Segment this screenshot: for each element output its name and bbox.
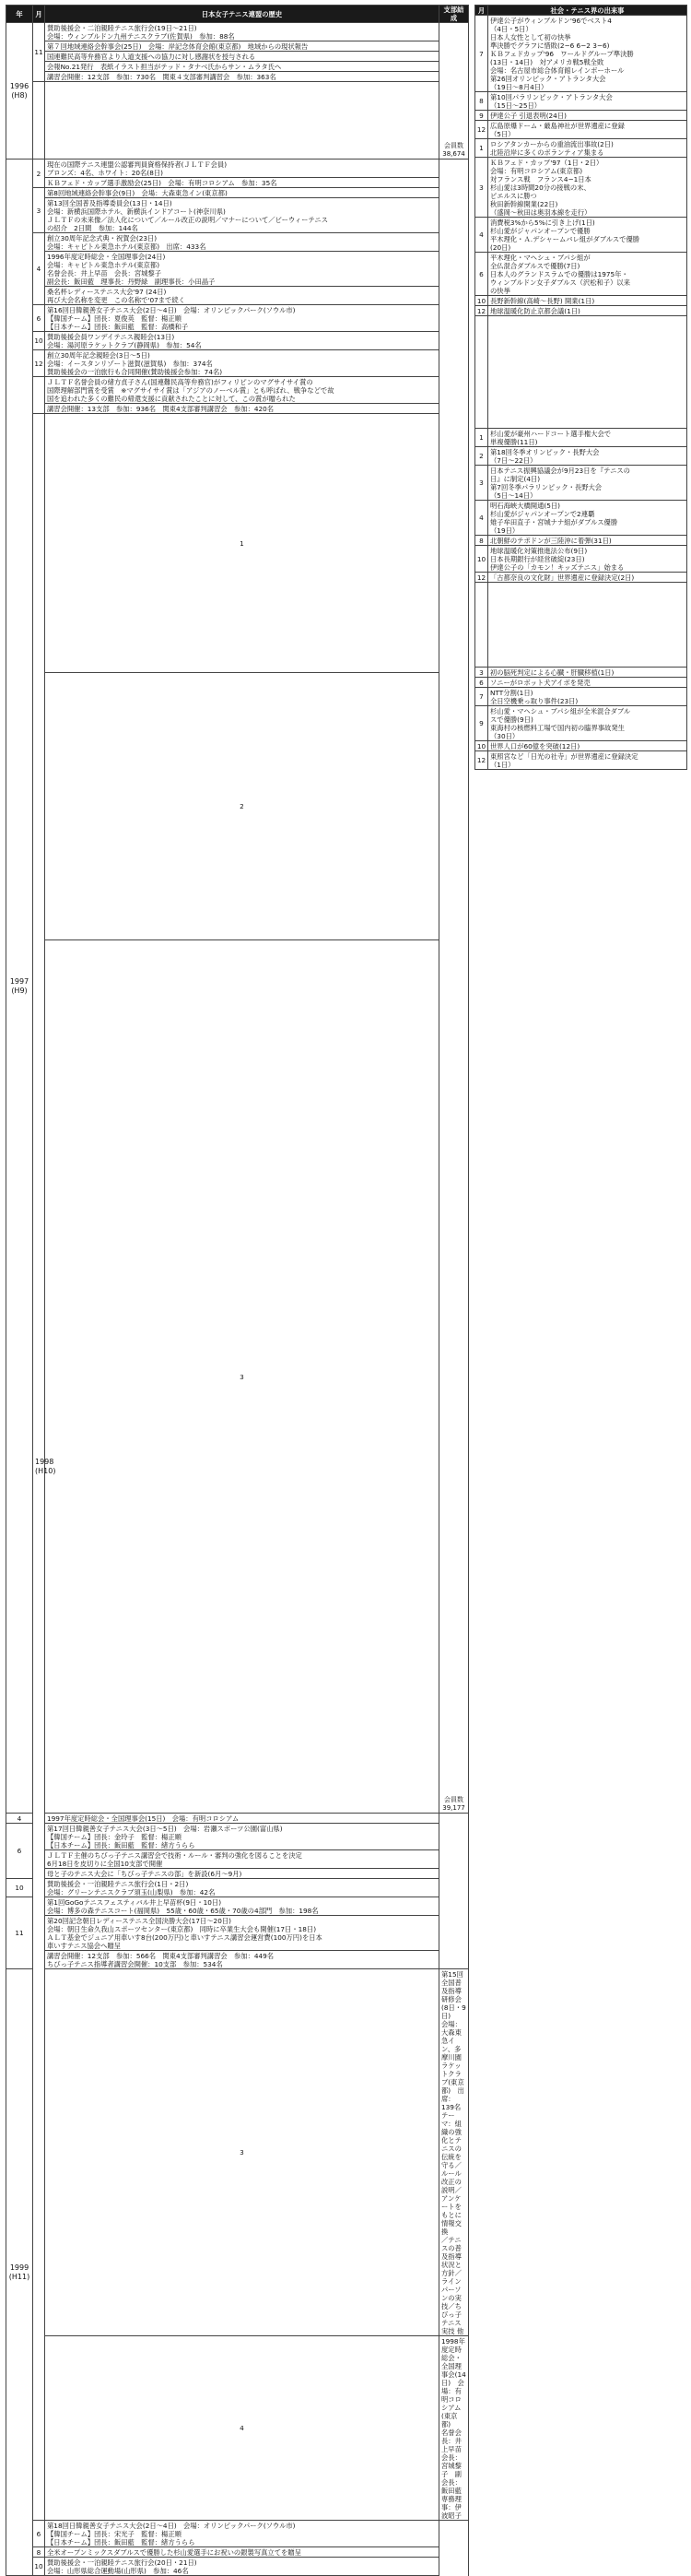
table-row: [6, 1850, 469, 1869]
side-header-row: [475, 6, 687, 16]
month-cell: 1: [45, 414, 439, 673]
side-month-cell: 6: [475, 253, 488, 296]
event-cell: ＫＢフェド・カップ選手激励会(25日) 会場：有明コロシアム 参加：35名: [45, 178, 439, 188]
society-text-cell: 第18回冬季オリンピック・長野大会 （7日～22日）: [488, 447, 687, 466]
month-cell: 6: [6, 1824, 33, 1879]
side-month-cell: 4: [475, 501, 488, 536]
table-row: [6, 233, 469, 252]
society-row: [475, 536, 687, 546]
side-month-cell: 7: [475, 688, 488, 706]
society-row: [475, 218, 687, 253]
table-row: [6, 377, 469, 404]
society-text-cell: ソニーがロボット犬アイボを発売: [488, 678, 687, 688]
month-cell: 4: [45, 2336, 439, 2521]
main-header-row: [6, 6, 469, 23]
society-row: [475, 92, 687, 111]
society-row: [475, 296, 687, 306]
side-month-cell: 10: [475, 741, 488, 751]
event-cell: 賛助後援会・一泊親睦テニス旅行会(20日・21日) 会場：山形県総合運動場(山形県) 参加：46名: [45, 2558, 439, 2576]
year-cell: 1999 (H11): [6, 1969, 33, 2576]
event-cell: ＪＬＴＦ名誉会員の緒方貞子さん(国連難民高等弁務官)がフィリピンのマグサイサイ賞の 国際理解部門賞を受賞 ※マグサイサイ賞は「アジアのノーベル賞」とも呼ばれ、戦争などで故 国を追われた多くの難民の帰還支援に貢献されたことに対して、この賞が贈られた: [45, 377, 439, 404]
table-row: [6, 82, 469, 160]
event-cell: 1997年度定時総会・全国理事会(15日) 会場：有明コロシアム: [45, 1814, 439, 1824]
society-row: [475, 158, 687, 218]
society-row: [475, 688, 687, 706]
table-row: [6, 1897, 469, 1916]
society-text-cell: 初の脳死判定による心臓・肝臓移植(1日): [488, 668, 687, 678]
event-cell: 第16回日韓親善女子テニス大会(2日～4日) 会場：オリンピックパーク(ソウル市) 【韓国チーム】団長：夏俊英 監督：楊正順 【日本チーム】団長：飯田藍 監督：高橋和子: [45, 305, 439, 332]
table-row: [6, 188, 469, 198]
side-month-cell: 6: [475, 678, 488, 688]
event-cell: 現在の国際テニス連盟公認審判員資格保持者(ＪＬＴＦ会員) ブロンズ：4名、ホワイト：20名(8日): [45, 160, 439, 178]
table-row: [6, 305, 469, 332]
table-row: [6, 940, 469, 1814]
society-text-cell: 杉山愛が豪州ハードコート選手権大会で 単複優勝(11日): [488, 429, 687, 447]
month-cell: 11: [33, 23, 45, 82]
table-row: [6, 23, 469, 41]
society-row: [475, 668, 687, 678]
event-cell: 第17回日韓親善女子テニス大会(3日～5日) 会場：岩瀬スポーツ公園(富山県) 【韓国チーム】団長：金玲子 監督：楊正順 【日本チーム】団長：飯田藍 監督：緒方うらら: [45, 1824, 439, 1850]
chronology-sheet: [6, 5, 685, 2575]
event-cell: 講習会開催：12支部 参加：566名 関東4支部審判講習会 参加：449名 ちびっ子テニス指導者講習会開催：10支部 参加：534名: [45, 1951, 439, 1969]
month-cell: 3: [33, 188, 45, 233]
society-text-cell: 第10回パラリンピック・アトランタ大会 （15日～25日）: [488, 92, 687, 111]
table-row: [6, 160, 469, 178]
table-row: [6, 2558, 469, 2576]
society-text-cell: [488, 316, 687, 429]
society-text-cell: 地球温暖化防止京都会議(1日): [488, 306, 687, 316]
event-cell: 第13回全国普及指導委員会(13日・14日) 会場：新横浜国際ホテル、新横浜インドアコート(神奈川県) ＪＬＴＦの未来像／法人化について／ルール改正の説明／マナーについて／ビーウィーテニス の紹介 2日間 参加：144名: [45, 198, 439, 233]
table-row: [6, 673, 469, 940]
society-text-cell: 明石海峡大橋開通(5日) 杉山愛がジャパンオープンで2連覇 雉子牟田直子・宮城ナナ組がダブルス優勝 （19日）: [488, 501, 687, 536]
event-cell: 1998年度定時総会・全国理事会(14日) 会場：有明コロシアム(東京都) 名誉会長：井上早苗 会長：宮城黎子 副会長：飯田藍 専務理事：伊波昭子: [439, 2336, 469, 2521]
table-row: [6, 332, 469, 350]
table-row: [6, 1916, 469, 1951]
society-row: [475, 111, 687, 121]
society-row: [475, 741, 687, 751]
month-cell: [33, 82, 45, 160]
event-cell: 創立30周年記念親睦会(3日～5日) 会場：イースタンリゾート滋賀(滋賀県) 参加：374名 賛助後援会の一泊旅行も合同開催(賛助後援会参加：74名): [45, 350, 439, 377]
month-cell: 2: [45, 673, 439, 940]
side-month-cell: 9: [475, 111, 488, 121]
table-row: [6, 62, 469, 72]
society-text-cell: 東照宮など「日光の社寺」が世界遺産に登録決定 （1日）: [488, 751, 687, 770]
society-text-cell: 伊達公子がウィンブルドン'96でベスト4 （4日・5日） 日本人女性として初の快挙 準決勝でグラフに惜敗(2−6 6−2 3−6) ＫＢフェドカップ'96 ワールドグループ準決勝 (13日・14日) 対アメリカ戦5戦全敗 会場：名古屋市総合体育館レインボーホール 第26回オリンピック・アトランタ大会 （19日～8月4日）: [488, 16, 687, 92]
side-month-cell: 2: [475, 447, 488, 466]
society-text-cell: 日本テニス振興協議会が9月23日を『テニスの 日』に制定(4日) 第7回冬季パラリンピック・長野大会 （5日～14日）: [488, 466, 687, 501]
month-cell: 4: [33, 233, 45, 305]
event-cell: 桑名杯レディーステニス大会'97 (24日) 再び大会名称を変更 この名称で'07まで続く: [45, 287, 439, 305]
society-row: [475, 121, 687, 139]
event-cell: 第20回記念朝日レディーステニス全国決勝大会(17日～20日) 会場：朝日生命久我山スポーツセンター(東京都) 同時に卒業生大会も開催(17日・18日) ＡＬＴ基金でジュニア用車いす8台(200万円)と車いすテニス講習会運営費(100万円)を日本 車いすテニス協会へ贈呈: [45, 1916, 439, 1951]
side-month-cell: 12: [475, 121, 488, 139]
table-row: [6, 350, 469, 377]
society-text-cell: 長野新幹線(高崎～長野) 開業(1日): [488, 296, 687, 306]
society-row: [475, 546, 687, 573]
event-cell: 第8回地域連絡会幹事会(9日) 会場：大森東急イン(東京都): [45, 188, 439, 198]
society-row: [475, 706, 687, 741]
event-cell: 会報No.21発行 表紙イラスト担当がテッド・タナベ氏からサン・ムラタ氏へ: [45, 62, 439, 72]
side-month-cell: 3: [475, 158, 488, 218]
event-cell: 第15回全国普及指導研修会(8日・9日) 会場：大森東急イン、多摩川園ラケットクラブ(東京都) 出席：139名 テーマ：組織の強化とテニスの伝統を守る／ルール改正の説明／アンケートをもとに情報交換 ／テニスの普及指導状況と方針／ラインパーソンの実技／ちびっ子テニス実技 他: [439, 1969, 469, 2336]
side-month-cell: 8: [475, 536, 488, 546]
society-row: [475, 429, 687, 447]
table-row: [6, 287, 469, 305]
month-cell: 10: [33, 332, 45, 350]
society-header: 社会・テニス界の出来事: [488, 6, 687, 16]
society-text-cell: 伊達公子 引退表明(24日): [488, 111, 687, 121]
society-row: [475, 751, 687, 770]
society-row: [475, 306, 687, 316]
table-row: [6, 404, 469, 414]
year-cell: 1998 (H10): [33, 414, 45, 2521]
side-month-cell: 1: [475, 429, 488, 447]
month-cell: 8: [33, 2547, 45, 2558]
side-month-cell: 7: [475, 16, 488, 92]
table-row: [6, 1951, 469, 1969]
event-cell: ＪＬＴＦ主催のちびっ子テニス講習会で技術・ルール・審判の強化を図ることを決定 6月18日を皮切りに全国10支部で開催: [45, 1850, 439, 1869]
society-text-cell: 杉山愛・マヘシュ・ブパシ組が全米混合ダブル スで優勝(9日) 東海村の核燃料工場で国内初の臨界事故発生 （30日）: [488, 706, 687, 741]
society-text-cell: 「古都奈良の文化財」世界遺産に登録決定(2日): [488, 573, 687, 583]
month-cell: 2: [33, 160, 45, 188]
event-cell: 講習会開催：12支部 参加：730名 関東４支部審判講習会 参加：363名: [45, 72, 439, 82]
month-cell: 4: [6, 1814, 33, 1824]
year-cell: 1997 (H9): [6, 160, 33, 1814]
table-row: [6, 1869, 469, 1879]
event-cell: 第18回日韓親善女子テニス大会(2日～4日) 会場：オリンピックパーク(ソウル市) 【韓国チーム】団長：宋光子 監督：楊正順 【日本チーム】団長：飯田藍 監督：緒方うらら: [45, 2521, 439, 2547]
society-text-cell: ＫＢフェド・カップ'97（1日・2日） 会場：有明コロシアム(東京都) 対フランス戦 フランス4−1日本 杉山愛は3時間20分の接戦の末、 ピエルスに勝つ 秋田新幹線開業(22日) （盛岡～秋田は奥羽本線を走行）: [488, 158, 687, 218]
society-row: [475, 501, 687, 536]
side-month-cell: 10: [475, 546, 488, 573]
members-cell: 会員数 39,177: [439, 160, 469, 1814]
side-month-cell: [475, 583, 488, 668]
side-month-cell: 3: [475, 466, 488, 501]
society-row: [475, 573, 687, 583]
society-spacer: [475, 316, 687, 429]
event-cell: 講習会開催：13支部 参加：936名 関東4支部審判講習会 参加：420名: [45, 404, 439, 414]
society-text-cell: 北朝鮮のテポドンが三陸沖に着弾(31日): [488, 536, 687, 546]
table-row: [6, 414, 469, 673]
month-cell: 10: [6, 1879, 33, 1897]
table-row: [6, 72, 469, 82]
month-cell: 6: [33, 305, 45, 332]
society-text-cell: ロシアタンカーからの重油流出事故(2日) 北陸沿岸に多くのボランティア集まる: [488, 139, 687, 158]
table-row: [6, 252, 469, 287]
society-row: [475, 253, 687, 296]
side-month-cell: 12: [475, 573, 488, 583]
table-row: [6, 2547, 469, 2558]
month-cell: [33, 377, 45, 414]
society-events-table: [474, 5, 687, 770]
event-cell: 賛助後援会員ワンデイテニス親睦会(13日) 会場：湯河原ラケットクラブ(静岡県) 参加：54名: [45, 332, 439, 350]
event-cell: 創立30周年記念式典・祝賀会(23日) 会場：キャピトル東急ホテル(東京都) 出席：433名: [45, 233, 439, 252]
year-cell: 1996 (H8): [6, 23, 33, 160]
society-text-cell: 平木理化・マヘシュ・ブパシ組が 全仏混合ダブルスで優勝(7日) 日本人のグランドスラムでの優勝は1975年・ ウィンブルドン女子ダブルス（沢松和子）以来 の快挙: [488, 253, 687, 296]
month-cell: 10: [33, 2558, 45, 2576]
year-header: 年: [6, 6, 33, 23]
society-text-cell: 地球温暖化対策推進法公布(9日) 日本長期銀行が経営破綻(23日) 伊達公子の「カモン！キッズテニス」始まる: [488, 546, 687, 573]
society-text-cell: 消費税3%から5%に引き上げ(1日) 杉山愛がジャパンオープンで優勝 平木理化・Ａ.デシャームバレ組がダブルスで優勝 (20日): [488, 218, 687, 253]
table-row: [6, 1879, 469, 1897]
table-row: [6, 178, 469, 188]
society-row: [475, 139, 687, 158]
jltf-history-table: [6, 5, 469, 2576]
history-header: 日本女子テニス連盟の歴史: [45, 6, 439, 23]
table-row: [6, 1824, 469, 1850]
side-month-cell: 10: [475, 296, 488, 306]
month-cell: 12: [33, 350, 45, 377]
society-row: [475, 16, 687, 92]
event-cell: 母と子のテニス大会に「ちびっ子テニスの部」を新設(6月～9月): [45, 1869, 439, 1879]
society-text-cell: NTT分割(1日) 全日空機乗っ取り事件(23日): [488, 688, 687, 706]
month-cell: 3: [45, 940, 439, 1814]
event-cell: 第７回地域連絡会幹事会(25日) 会場：岸記念体育会館(東京都) 地域からの現状報告: [45, 41, 439, 52]
side-month-cell: 9: [475, 706, 488, 741]
side-month-header: 月: [475, 6, 488, 16]
table-row: [6, 198, 469, 233]
month-cell: 3: [45, 1969, 439, 2336]
table-row: [6, 41, 469, 52]
event-cell: 1996年度定時総会・全国理事会(24日) 会場：キャピトル東急ホテル(東京都) 名誉会長：井上早苗 会長：宮城黎子 副会長：飯田藍 理事長：丹野緑 副理事長：小田晶子: [45, 252, 439, 287]
table-row: [6, 1814, 469, 1824]
side-month-cell: 12: [475, 751, 488, 770]
side-month-cell: [475, 316, 488, 429]
society-row: [475, 678, 687, 688]
event-cell: 賛助後援会・一泊親睦テニス旅行会(1日・2日) 会場：グリーンテニスクラブ須玉(山梨県) 参加：42名: [45, 1879, 439, 1897]
event-cell: 賛助後援会・二泊親睦テニス旅行会(19日～21日) 会場：ウィンブルドン九州テニスクラブ(佐賀県) 参加：88名: [45, 23, 439, 41]
table-row: [6, 52, 469, 62]
society-text-cell: 世界人口が60億を突破(12日): [488, 741, 687, 751]
side-month-cell: 1: [475, 139, 488, 158]
side-month-cell: 4: [475, 218, 488, 253]
side-month-cell: 3: [475, 668, 488, 678]
event-cell: 国連難民高等弁務官より人道支援への協力に対し感謝状を授与される: [45, 52, 439, 62]
month-cell: 6: [33, 2521, 45, 2547]
society-text-cell: [488, 583, 687, 668]
society-row: [475, 466, 687, 501]
event-cell: 全米オープンミックスダブルスで優勝した杉山愛選手にお祝いの銀製写真立てを贈呈: [45, 2547, 439, 2558]
society-text-cell: 広島原爆ドーム・厳島神社が世界遺産に登録 （5日）: [488, 121, 687, 139]
members-cell: 会員数 38,674: [439, 23, 469, 160]
month-header: 月: [33, 6, 45, 23]
branches-header: 支部結成: [439, 6, 469, 23]
table-row: [6, 2521, 469, 2547]
table-row: [6, 2336, 469, 2521]
table-row: [6, 1969, 469, 2336]
side-month-cell: 8: [475, 92, 488, 111]
event-cell: [45, 82, 439, 160]
event-cell: 第1回GoGoテニスフェスティバル井上早苗杯(9日・10日) 会場：博多の森テニスコート(福岡県) 55歳・60歳・65歳・70歳の4部門 参加：198名: [45, 1897, 439, 1916]
month-cell: 11: [6, 1897, 33, 1969]
society-spacer: [475, 583, 687, 668]
society-row: [475, 447, 687, 466]
side-month-cell: 12: [475, 306, 488, 316]
